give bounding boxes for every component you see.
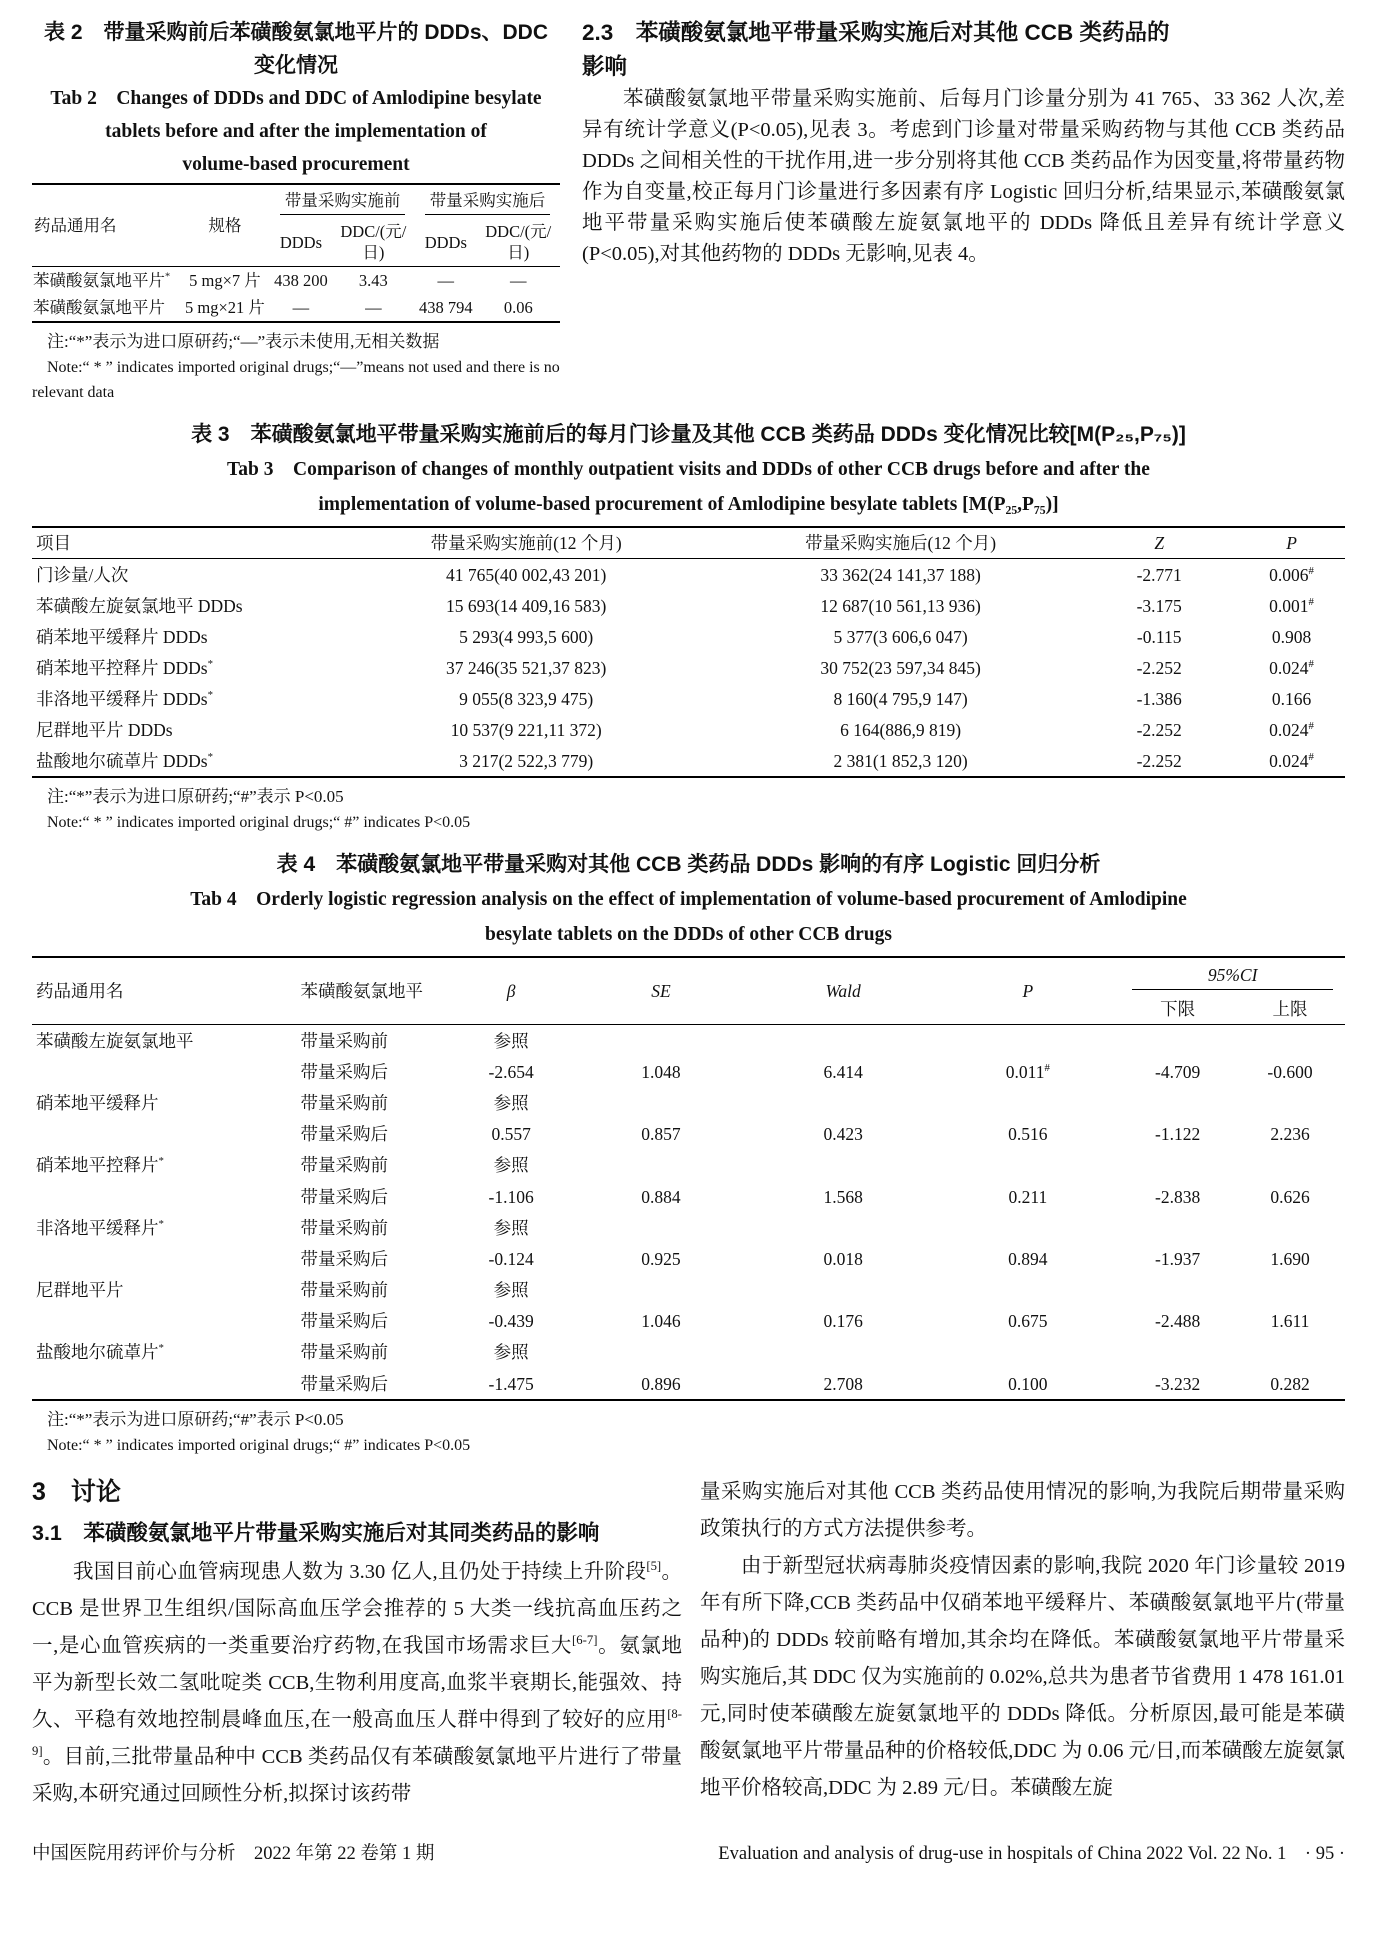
discussion-right-paragraph-1: 量采购实施后对其他 CCB 类药品使用情况的影响,为我院后期带量采购政策执行的方式方法提供参考。 xyxy=(700,1481,1345,1541)
table-row: 带量采购后 -1.475 0.896 2.708 0.100 -3.232 0.282 xyxy=(300,1373,1310,1394)
discussion-subheading: 3.1 苯磺酸氨氯地平片带量采购实施后对其同类药品的影响 xyxy=(32,1521,600,1546)
discussion-left-paragraph: 我国目前心血管病现患人数为 3.30 亿人,且仍处于持续上升阶段[5]。CCB 是世界卫生组织/国际高血压学会推荐的 5 大类一线抗高血压药之一,是心血管疾病的一类重要治疗药物,在我国市场需求巨大[6-7]。氨氯地平为新型长效二氢吡啶类 CCB,生物利用度高,血浆半衰期长,能强效、持久、平稳有效地控制晨峰血压,在一般高血压人群中得到了较好的应用[8-9]。目前,三批带量品种中 CCB 类药品仅有苯磺酸氨氯地平片进行了带量采购,本研究通过回顾性分析,拟探讨该药带 xyxy=(32,1559,683,1806)
table3-section xyxy=(32,417,1345,835)
table4-caption-en-line1: Tab 4 Orderly logistic regression analysis on the effect of implementation of volume-based procurement of Amlodipine xyxy=(190,889,1187,910)
table2-col-ddds-before: DDDs xyxy=(279,232,322,252)
table4-group-ci: 95%CI xyxy=(1120,957,1345,994)
table-row: 非洛地平缓释片* 带量采购前 参照 xyxy=(36,1217,529,1238)
table2-caption-en-line3: volume-based procurement xyxy=(182,154,410,175)
table2-caption-en-line1: Tab 2 Changes of DDDs and DDC of Amlodipine besylate xyxy=(50,88,542,109)
table2-col-ddc-after: DDC/(元/日) xyxy=(485,222,552,262)
table3-caption-cn: 表 3 苯磺酸氨氯地平带量采购实施前后的每月门诊量及其他 CCB 类药品 DDDs 变化情况比较[M(P₂₅,P₇₅)] xyxy=(191,423,1186,446)
top-section xyxy=(32,16,1345,405)
table-row: 盐酸地尔硫䓬片* 带量采购前 参照 xyxy=(36,1342,529,1363)
table-2 xyxy=(32,183,560,323)
table2-note-cn: 注:“*”表示为进口原研药;“—”表示未使用,无相关数据 xyxy=(47,332,440,351)
section-2-3 xyxy=(582,16,1345,405)
table2-group-after: 带量采购实施后 xyxy=(415,184,560,218)
table2-caption-en-line2: tablets before and after the implementation of xyxy=(105,121,487,142)
table4-col-phase: 苯磺酸氨氯地平 xyxy=(300,981,423,1001)
table2-header xyxy=(32,184,560,267)
table2-note-en: Note:“ * ” indicates imported original drugs;“—”means not used and there is no relevant data xyxy=(32,359,560,401)
table4-section xyxy=(32,847,1345,1458)
table4-note-en: Note:“ * ” indicates imported original drugs;“ #” indicates P<0.05 xyxy=(47,1437,471,1455)
table-row: 带量采购后 -0.124 0.925 0.018 0.894 -1.937 1.690 xyxy=(300,1248,1310,1269)
footer-journal-en: Evaluation and analysis of drug-use in hospitals of China 2022 Vol. 22 No. 1 · 95 · xyxy=(718,1844,1345,1865)
table4-col-wald: Wald xyxy=(825,981,861,1001)
table4-col-p: P xyxy=(1022,981,1034,1001)
table-row: 苯磺酸左旋氨氯地平 带量采购前 参照 xyxy=(36,1030,529,1051)
page-footer xyxy=(32,1839,1345,1865)
table2-caption-cn-line1: 表 2 带量采购前后苯磺酸氨氯地平片的 DDDs、DDC xyxy=(43,21,549,44)
table3-note-en: Note:“ * ” indicates imported original drugs;“ #” indicates P<0.05 xyxy=(47,814,471,831)
section-2-3-paragraph: 苯磺酸氨氯地平带量采购实施前、后每月门诊量分别为 41 765、33 362 人次,差异有统计学意义(P<0.05),见表 3。考虑到门诊量对带量采购药物与其他 CCB 类药品 DDDs 之间相关性的干扰作用,进一步分别将其他 CCB 类药品作为因变量,将带量药物作为自变量,校正每月门诊量进行多因素有序 Logistic 回归分析,结果显示,苯磺酸氨氯地平带量采购实施后使苯磺酸左旋氨氯地平的 DDDs 降低且差异有统计学意义(P<0.05),对其他药物的 DDDs 无影响,见表 4。 xyxy=(582,88,1345,265)
table-row: 尼群地平片 带量采购前 参照 xyxy=(36,1280,529,1301)
table4-col-se: SE xyxy=(651,981,671,1001)
table-row: 门诊量/人次 41 765(40 002,43 201) 33 362(24 141,37 188) -2.771 0.006# xyxy=(36,564,1314,585)
table3-col-item: 项目 xyxy=(36,533,71,553)
table3-col-after: 带量采购实施后(12 个月) xyxy=(805,533,997,553)
discussion-left-column xyxy=(32,1474,682,1813)
table-row: 带量采购后 0.557 0.857 0.423 0.516 -1.122 2.236 xyxy=(300,1124,1310,1145)
table4-caption-en-line2: besylate tablets on the DDDs of other CCB drugs xyxy=(485,924,892,945)
table-row: 硝苯地平缓释片 DDDs 5 293(4 993,5 600) 5 377(3 606,6 047) -0.115 0.908 xyxy=(36,626,1312,647)
table4-col-lower: 下限 xyxy=(1160,999,1196,1019)
table4-header xyxy=(32,957,1345,1025)
table2-col-drug: 药品通用名 xyxy=(34,216,117,235)
table2-body xyxy=(32,267,560,323)
table-row: 苯磺酸左旋氨氯地平 DDDs 15 693(14 409,16 583) 12 687(10 561,13 936) -3.175 0.001# xyxy=(36,595,1314,616)
table-row: 硝苯地平缓释片 带量采购前 参照 xyxy=(36,1092,529,1113)
discussion-right-paragraph-2: 由于新型冠状病毒肺炎疫情因素的影响,我院 2020 年门诊量较 2019 年有所下降,CCB 类药品中仅硝苯地平缓释片、苯磺酸氨氯地平片(带量品种)的 DDDs 较前略有增加,其余均在降低。苯磺酸氨氯地平片带量采购实施后,其 DDC 仅为实施前的 0.02%,总共为患者节省费用 1 478 161.01 元,同时使苯磺酸左旋氨氯地平的 DDDs 降低。分析原因,最可能是苯磺酸氨氯地平片带量品种的价格较低,DDC 为 0.06 元/日,而苯磺酸左旋氨氯地平价格较高,DDC 为 2.89 元/日。苯磺酸左旋 xyxy=(700,1555,1345,1800)
table3-col-before: 带量采购实施前(12 个月) xyxy=(430,533,622,553)
table-row: 尼群地平片 DDDs 10 537(9 221,11 372) 6 164(886,9 819) -2.252 0.024# xyxy=(36,719,1314,740)
table4-col-drug: 药品通用名 xyxy=(36,981,124,1001)
table-row: 非洛地平缓释片 DDDs* 9 055(8 323,9 475) 8 160(4 795,9 147) -1.386 0.166 xyxy=(36,688,1312,709)
section-2-3-heading-line2: 影响 xyxy=(582,54,628,79)
table-row: 苯磺酸氨氯地平片 5 mg×21 片 — — 438 794 0.06 xyxy=(33,298,533,317)
table2-column xyxy=(32,16,560,405)
table-row: 盐酸地尔硫䓬片 DDDs* 3 217(2 522,3 779) 2 381(1 852,3 120) -2.252 0.024# xyxy=(36,750,1314,771)
table-row: 苯磺酸氨氯地平片* 5 mg×7 片 438 200 3.43 — — xyxy=(33,271,527,290)
discussion-heading: 3 讨论 xyxy=(32,1478,121,1507)
footer-journal-cn: 中国医院用药评价与分析 2022 年第 22 卷第 1 期 xyxy=(32,1844,435,1865)
table-row: 带量采购后 -1.106 0.884 1.568 0.211 -2.838 0.626 xyxy=(300,1186,1310,1207)
table2-col-ddds-after: DDDs xyxy=(424,232,467,252)
table-row: 硝苯地平控释片 DDDs* 37 246(35 521,37 823) 30 752(23 597,34 845) -2.252 0.024# xyxy=(36,657,1314,678)
table4-caption-cn: 表 4 苯磺酸氨氯地平带量采购对其他 CCB 类药品 DDDs 影响的有序 Logistic 回归分析 xyxy=(276,853,1101,876)
table3-caption-en-line1: Tab 3 Comparison of changes of monthly outpatient visits and DDDs of other CCB drugs before and after the xyxy=(227,459,1150,480)
table3-body xyxy=(32,559,1345,778)
table3-header xyxy=(32,527,1345,559)
table3-caption-en-line2: implementation of volume-based procurement of Amlodipine besylate tablets [M(P₂₅,P₇₅)] xyxy=(318,494,1059,515)
table2-group-before: 带量采购实施前 xyxy=(270,184,415,218)
table4-col-upper: 上限 xyxy=(1272,999,1308,1019)
section-2-3-heading-line1: 2.3 苯磺酸氨氯地平带量采购实施后对其他 CCB 类药品的 xyxy=(582,20,1170,45)
table2-caption-cn-line2: 变化情况 xyxy=(254,54,338,77)
table4-body xyxy=(32,1025,1345,1401)
table2-col-spec: 规格 xyxy=(208,216,242,235)
table-3 xyxy=(32,526,1345,778)
table3-col-z: Z xyxy=(1154,533,1165,553)
table-row: 硝苯地平控释片* 带量采购前 参照 xyxy=(36,1155,529,1176)
table4-col-beta: β xyxy=(506,981,516,1001)
table-row: 带量采购后 -2.654 1.048 6.414 0.011# -4.709 -0.600 xyxy=(300,1061,1313,1082)
discussion-right-column xyxy=(700,1474,1345,1813)
table3-note-cn: 注:“*”表示为进口原研药;“#”表示 P<0.05 xyxy=(47,787,344,806)
table3-col-p: P xyxy=(1286,533,1297,553)
table-row: 带量采购后 -0.439 1.046 0.176 0.675 -2.488 1.611 xyxy=(300,1311,1310,1332)
table2-col-ddc-before: DDC/(元/日) xyxy=(340,222,407,262)
table-4 xyxy=(32,956,1345,1401)
table4-note-cn: 注:“*”表示为进口原研药;“#”表示 P<0.05 xyxy=(47,1410,344,1430)
discussion-section xyxy=(32,1474,1345,1813)
